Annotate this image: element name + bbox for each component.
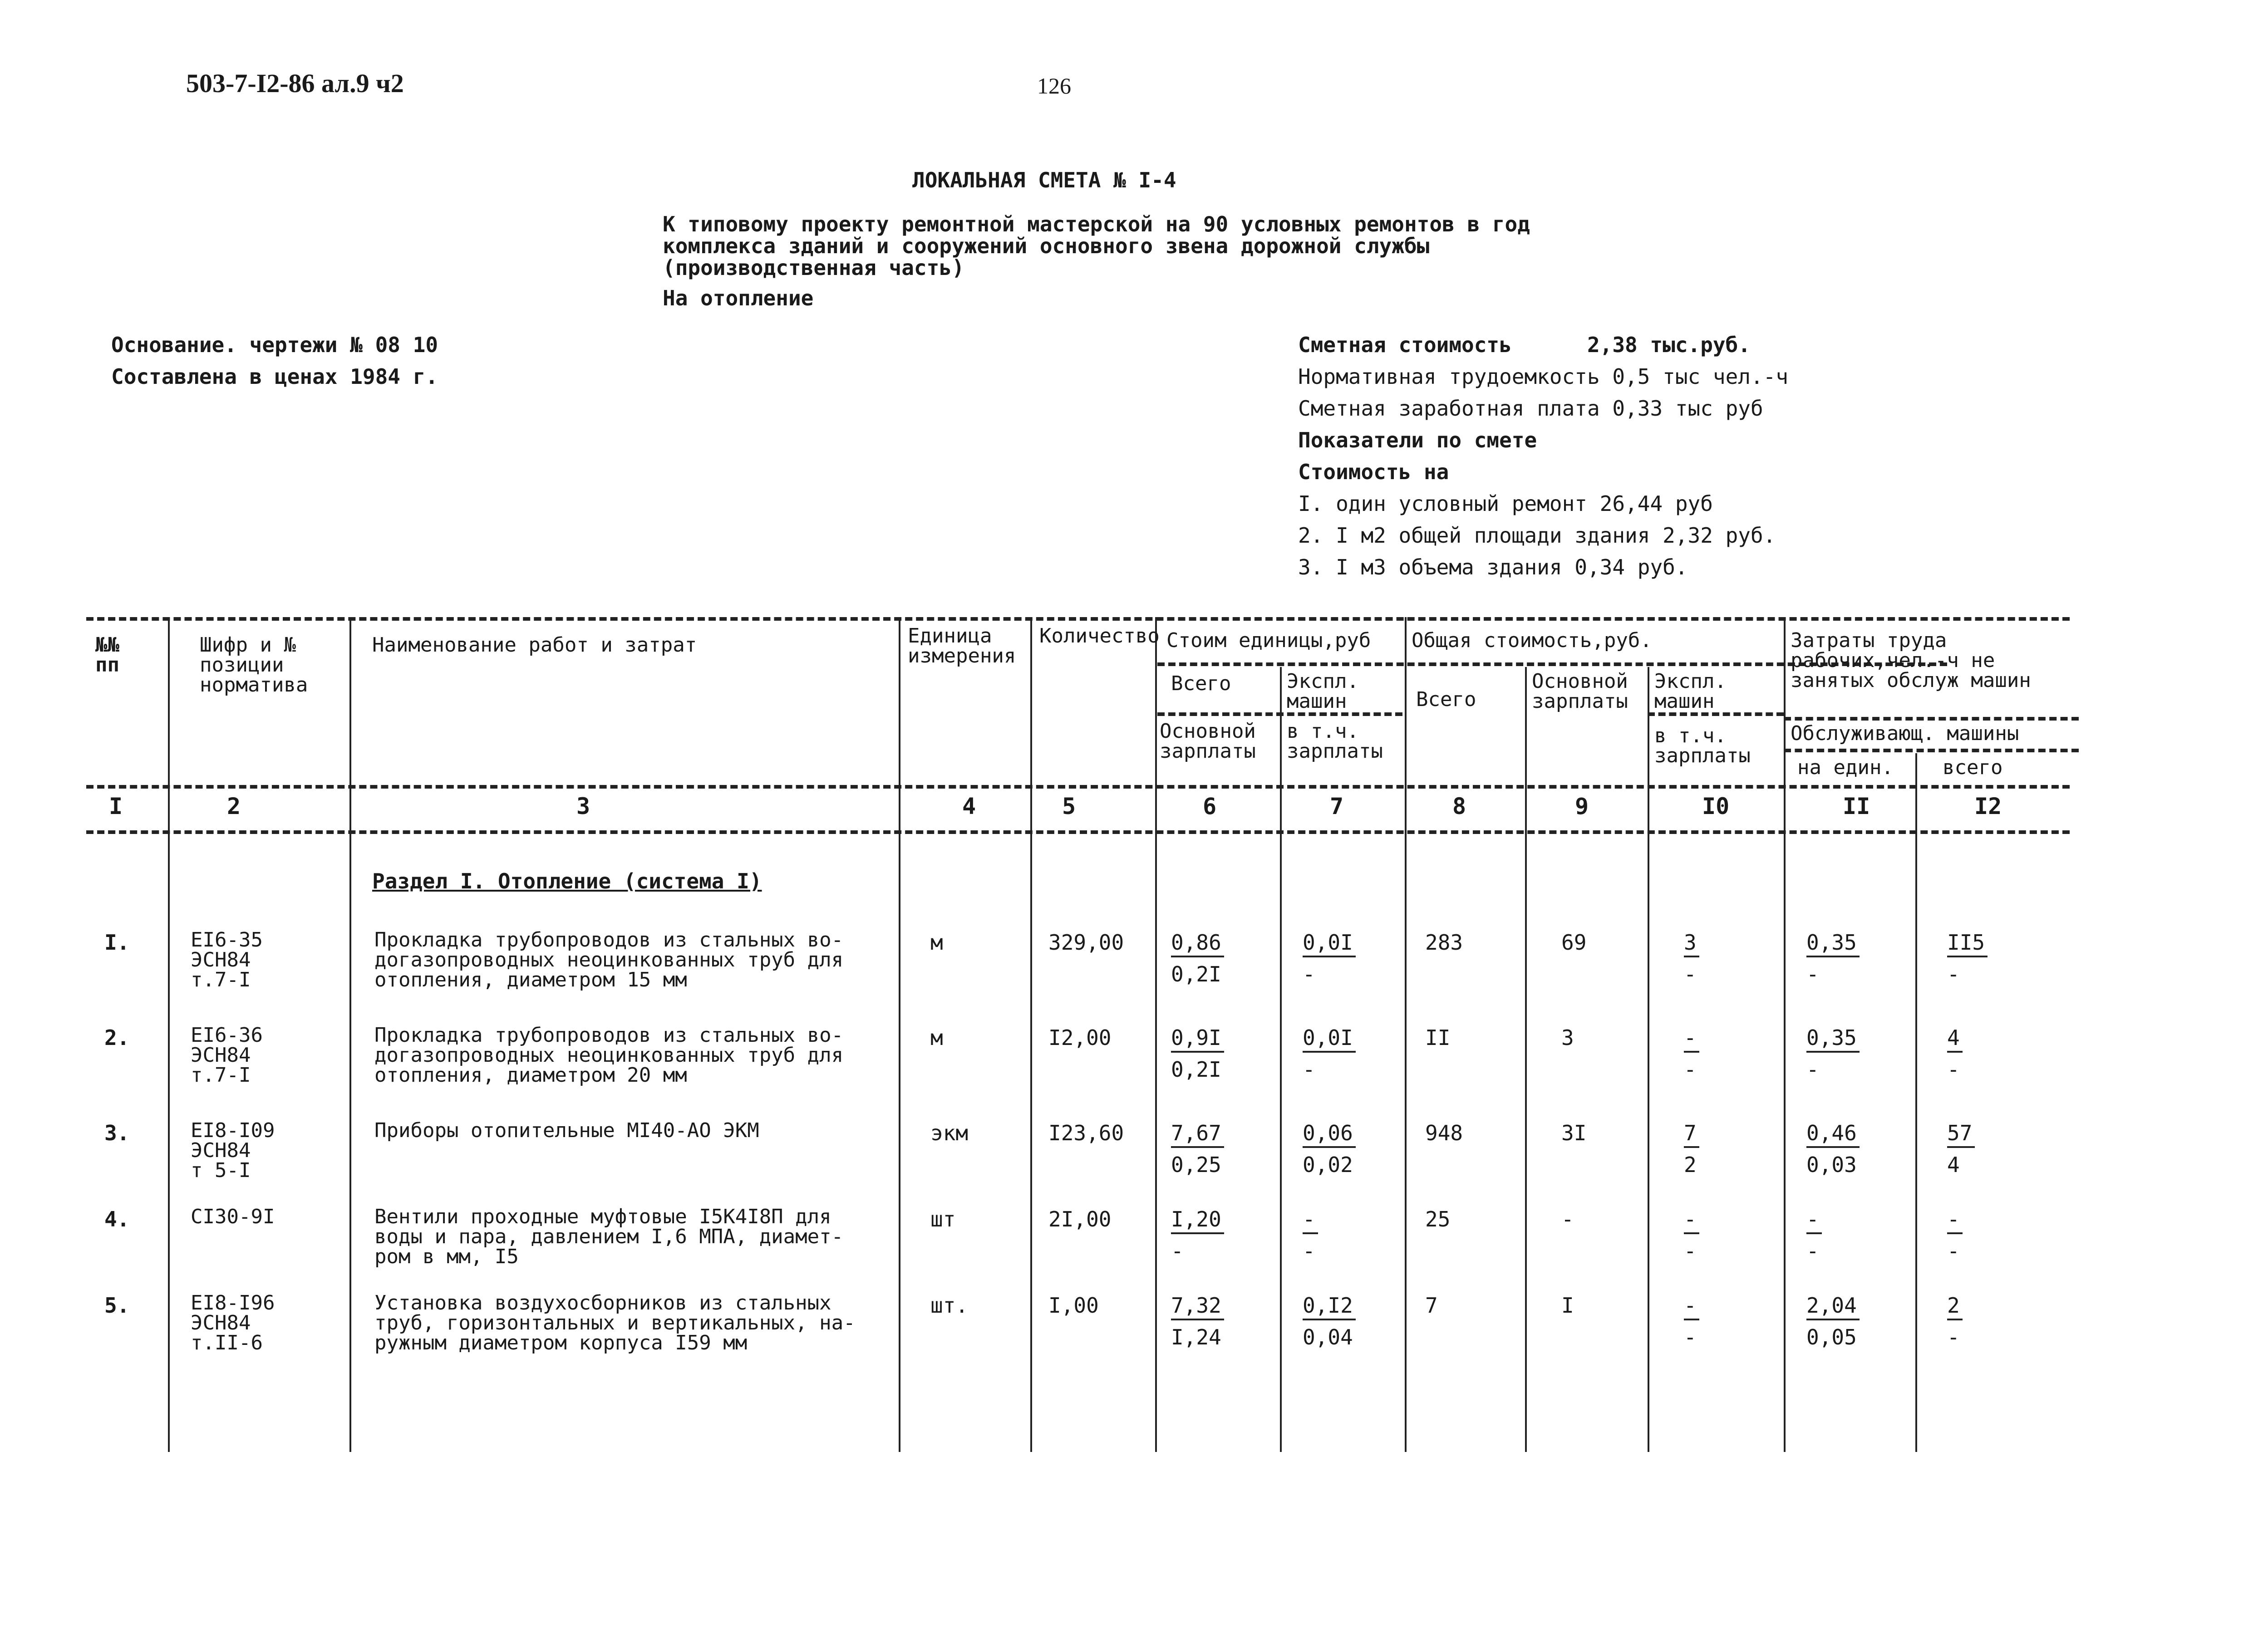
row-4-unit-machines: [1303, 1207, 1318, 1263]
row-2-total-salary: 3: [1561, 1025, 1574, 1050]
row-1-work-line: Прокладка трубопроводов из стальных во-: [374, 928, 844, 951]
row-2-total-machines-top: -: [1684, 1025, 1699, 1053]
col-sep-3: [899, 617, 900, 1452]
row-5-total-machines-top: -: [1684, 1293, 1699, 1320]
row-2-total-machines-bottom: -: [1684, 1057, 1697, 1082]
row-2-unit-machines: [1303, 1025, 1356, 1082]
row-3-qty: I23,60: [1048, 1121, 1124, 1145]
row-3-code-line: EI8-I09: [191, 1119, 275, 1142]
colnum-6: 6: [1203, 793, 1217, 819]
row-4-work-line: воды и пара, давлением I,6 МПА, диамет-: [374, 1225, 844, 1248]
col-sep-2: [349, 617, 351, 1452]
row-4-unit-cost-bottom: -: [1171, 1239, 1184, 1263]
row-4-total-salary: -: [1561, 1207, 1574, 1231]
colnum-1: I: [109, 793, 123, 819]
col-sep-5: [1155, 617, 1157, 1452]
row-2-work-line: догазопроводных неоцинкованных труб для: [374, 1044, 844, 1067]
row-3-total-machines: [1684, 1121, 1699, 1177]
row-2-num: 2.: [104, 1025, 130, 1050]
summary-per-m3: 3. I м3 объема здания 0,34 руб.: [1298, 555, 1688, 579]
row-1-code-line: ЭСН84: [191, 948, 251, 971]
summary-salary: Сметная заработная плата 0,33 тыс руб: [1298, 396, 1763, 421]
summary-block: [1298, 329, 1788, 583]
colnum-9: 9: [1575, 793, 1589, 819]
row-5-unit-cost-top: 7,32: [1171, 1293, 1224, 1320]
basis-block: [111, 329, 438, 392]
row-3-code-line: ЭСН84: [191, 1139, 251, 1162]
basis-drawings: Основание. чертежи № 08 10: [111, 333, 438, 357]
row-1-labor-unit-top: 0,35: [1806, 930, 1860, 957]
row-4-work: [374, 1207, 896, 1267]
colnum-11: II: [1843, 793, 1870, 819]
col-sep-6: [1280, 667, 1282, 1452]
header-total-machines: Экспл. машин: [1654, 670, 1727, 713]
header-unit-total: Всего: [1171, 672, 1231, 695]
row-1-total-salary: 69: [1561, 930, 1587, 955]
header-labor: Затраты труда рабочих,чел.-ч не занятых обслуж машин: [1791, 629, 2031, 692]
row-4-num: 4.: [104, 1207, 130, 1231]
summary-estimated-cost: Сметная стоимость 2,38 тыс.руб.: [1298, 333, 1751, 357]
row-5-unit: шт.: [930, 1293, 969, 1318]
basis-prices: Составлена в ценах 1984 г.: [111, 364, 438, 389]
col-sep-9: [1648, 667, 1649, 1452]
col-sep-1: [168, 617, 170, 1452]
header-rule-4: [1784, 717, 2079, 721]
row-4-labor-total-top: -: [1947, 1207, 1963, 1234]
row-1-labor-total: [1947, 930, 1988, 986]
row-4-work-line: ром в мм, I5: [374, 1245, 519, 1268]
header-labor-machines: Обслуживающ. машины: [1791, 722, 2019, 745]
row-3-unit: экм: [930, 1121, 969, 1145]
row-2-labor-total-bottom: -: [1947, 1057, 1960, 1082]
row-2-work: [374, 1025, 896, 1085]
colnum-5: 5: [1062, 793, 1076, 819]
row-5-code-line: ЭСН84: [191, 1311, 251, 1334]
row-1-total: 283: [1425, 930, 1463, 955]
header-total-salary: Основной зарплаты: [1532, 670, 1628, 713]
header-quantity: Количество: [1039, 624, 1160, 647]
row-3-total: 948: [1425, 1121, 1463, 1145]
row-3-labor-total: [1947, 1121, 1975, 1177]
row-5-labor-total: [1947, 1293, 1963, 1349]
row-4-unit-cost-top: I,20: [1171, 1207, 1224, 1234]
summary-labor: Нормативная трудоемкость 0,5 тыс чел.-ч: [1298, 364, 1789, 389]
row-1-unit: м: [930, 930, 943, 955]
colnum-12: I2: [1974, 793, 2002, 819]
row-2-qty: I2,00: [1048, 1025, 1112, 1050]
row-2-unit: м: [930, 1025, 943, 1050]
row-2-labor-total: [1947, 1025, 1963, 1082]
row-3-labor-total-bottom: 4: [1947, 1152, 1960, 1177]
row-1-labor-unit-bottom: -: [1806, 962, 1819, 986]
row-4-code: [191, 1207, 275, 1227]
row-2-unit-machines-top: 0,0I: [1303, 1025, 1356, 1053]
row-2-unit-cost-top: 0,9I: [1171, 1025, 1224, 1053]
row-3-unit-cost-bottom: 0,25: [1171, 1152, 1221, 1177]
row-3-num: 3.: [104, 1121, 130, 1145]
row-4-total: 25: [1425, 1207, 1451, 1231]
row-5-qty: I,00: [1048, 1293, 1099, 1318]
row-5-unit-cost: [1171, 1293, 1224, 1349]
row-5-total: 7: [1425, 1293, 1438, 1318]
col-sep-10: [1784, 617, 1786, 1452]
colnum-10: I0: [1702, 793, 1730, 819]
colnum-4: 4: [962, 793, 976, 819]
row-2-labor-unit: [1806, 1025, 1860, 1082]
row-1-total-machines-top: 3: [1684, 930, 1699, 957]
summary-per-repair: I. один условный ремонт 26,44 руб: [1298, 491, 1713, 516]
row-3-labor-unit: [1806, 1121, 1860, 1177]
row-4-unit: шт: [930, 1207, 956, 1231]
row-5-labor-total-bottom: -: [1947, 1325, 1960, 1349]
col-sep-7: [1405, 617, 1407, 1452]
row-4-total-machines-bottom: -: [1684, 1239, 1697, 1263]
col-sep-4: [1030, 617, 1032, 1452]
row-3-labor-total-top: 57: [1947, 1121, 1975, 1148]
header-unit-machines-salary: в т.ч. зарплаты: [1287, 720, 1383, 763]
row-1-work-line: отопления, диаметром 15 мм: [374, 968, 687, 991]
row-5-work: [374, 1293, 896, 1353]
row-1-work-line: догазопроводных неоцинкованных труб для: [374, 948, 844, 971]
subtitle-line-1: К типовому проекту ремонтной мастерской на 90 условных ремонтов в год: [663, 212, 1530, 236]
header-total-cost: Общая стоимость,руб.: [1412, 629, 1652, 652]
colnum-rule-top: [86, 785, 2070, 789]
row-3-unit-cost: [1171, 1121, 1224, 1177]
col-sep-11: [1915, 753, 1917, 1452]
row-3-unit-machines-top: 0,06: [1303, 1121, 1356, 1148]
row-3-unit-machines-bottom: 0,02: [1303, 1152, 1353, 1177]
row-4-labor-unit: [1806, 1207, 1822, 1263]
row-2-unit-cost-bottom: 0,2I: [1171, 1057, 1221, 1082]
header-num: №№ пп: [95, 633, 119, 677]
row-2-code: [191, 1025, 263, 1085]
row-5-unit-machines-top: 0,I2: [1303, 1293, 1356, 1320]
estimate-table: [86, 617, 2083, 1452]
row-2-code-line: т.7-I: [191, 1064, 251, 1087]
row-3-unit-cost-top: 7,67: [1171, 1121, 1224, 1148]
header-total-machines-salary: в т.ч. зарплаты: [1654, 724, 1751, 767]
row-2-labor-unit-bottom: -: [1806, 1057, 1819, 1082]
row-5-work-line: труб, горизонтальных и вертикальных, на-: [374, 1311, 856, 1334]
row-5-total-machines: [1684, 1293, 1699, 1349]
row-1-unit-cost-top: 0,86: [1171, 930, 1224, 957]
colnum-2: 2: [227, 793, 241, 819]
header-unit: Единица измерения: [908, 624, 1016, 667]
row-5-labor-unit-bottom: 0,05: [1806, 1325, 1857, 1349]
row-1-work: [374, 930, 896, 990]
row-1-num: I.: [104, 930, 130, 955]
row-4-code-line: CI30-9I: [191, 1205, 275, 1228]
row-2-total-machines: [1684, 1025, 1699, 1082]
row-2-code-line: ЭСН84: [191, 1044, 251, 1067]
colnum-8: 8: [1452, 793, 1466, 819]
row-3-labor-unit-top: 0,46: [1806, 1121, 1860, 1148]
row-3-work-line: Приборы отопительные МI40-АО ЭКМ: [374, 1119, 759, 1142]
row-3-code: [191, 1121, 275, 1181]
row-2-unit-cost: [1171, 1025, 1224, 1082]
header-unit-machines: Экспл. машин: [1287, 670, 1359, 713]
row-3-labor-unit-bottom: 0,03: [1806, 1152, 1857, 1177]
row-4-labor-total: [1947, 1207, 1963, 1263]
row-4-unit-machines-top: -: [1303, 1207, 1318, 1234]
row-2-total: II: [1425, 1025, 1451, 1050]
colnum-3: 3: [576, 793, 590, 819]
row-5-code-line: т.II-6: [191, 1331, 263, 1354]
row-4-labor-unit-top: -: [1806, 1207, 1822, 1234]
row-4-qty: 2I,00: [1048, 1207, 1112, 1231]
row-1-labor-total-top: II5: [1947, 930, 1988, 957]
document-code: 503-7-I2-86 ал.9 ч2: [186, 69, 404, 98]
row-4-total-machines: [1684, 1207, 1699, 1263]
row-4-work-line: Вентили проходные муфтовые I5К4I8П для: [374, 1205, 831, 1228]
row-5-unit-cost-bottom: I,24: [1171, 1325, 1221, 1349]
header-labor-total: всего: [1943, 756, 2003, 779]
header-unit-salary: Основной зарплаты: [1160, 720, 1256, 763]
header-work-name: Наименование работ и затрат: [372, 633, 697, 657]
section-title: Раздел I. Отопление (система I): [372, 869, 762, 893]
row-3-total-machines-bottom: 2: [1684, 1152, 1697, 1177]
col-sep-8: [1525, 667, 1527, 1452]
row-1-labor-unit: [1806, 930, 1860, 986]
row-5-num: 5.: [104, 1293, 130, 1318]
row-4-total-machines-top: -: [1684, 1207, 1699, 1234]
row-2-labor-total-top: 4: [1947, 1025, 1963, 1053]
row-1-qty: 329,00: [1048, 930, 1124, 955]
row-1-code-line: EI6-35: [191, 928, 263, 951]
row-5-labor-unit: [1806, 1293, 1860, 1349]
document-subtitle: [663, 213, 1616, 279]
row-5-labor-total-top: 2: [1947, 1293, 1963, 1320]
row-5-unit-machines: [1303, 1293, 1356, 1349]
subtitle-line-3: (производственная часть): [663, 255, 964, 280]
row-3-code-line: т 5-I: [191, 1159, 251, 1182]
row-2-unit-machines-bottom: -: [1303, 1057, 1315, 1082]
row-1-labor-total-bottom: -: [1947, 962, 1960, 986]
row-1-unit-machines-top: 0,0I: [1303, 930, 1356, 957]
table-top-rule: [86, 617, 2070, 621]
row-3-total-machines-top: 7: [1684, 1121, 1699, 1148]
summary-indicators: Показатели по смете: [1298, 428, 1537, 452]
row-4-labor-total-bottom: -: [1947, 1239, 1960, 1263]
row-5-code: [191, 1293, 275, 1353]
row-5-work-line: ружным диаметром корпуса I59 мм: [374, 1331, 748, 1354]
row-1-unit-machines-bottom: -: [1303, 962, 1315, 986]
row-5-work-line: Установка воздухосборников из стальных: [374, 1291, 831, 1314]
row-5-code-line: EI8-I96: [191, 1291, 275, 1314]
summary-per-m2: 2. I м2 общей площади здания 2,32 руб.: [1298, 523, 1776, 548]
header-rule-5: [1784, 749, 2079, 752]
row-1-code-line: т.7-I: [191, 968, 251, 991]
row-1-code: [191, 930, 263, 990]
subtitle-line-2: комплекса зданий и сооружений основного звена дорожной службы: [663, 234, 1430, 258]
header-unit-cost: Стоим единицы,руб: [1166, 629, 1371, 652]
header-total: Всего: [1416, 688, 1476, 711]
row-2-work-line: Прокладка трубопроводов из стальных во-: [374, 1024, 844, 1047]
row-2-code-line: EI6-36: [191, 1024, 263, 1047]
row-3-total-salary: 3I: [1561, 1121, 1587, 1145]
row-5-total-machines-bottom: -: [1684, 1325, 1697, 1349]
row-5-labor-unit-top: 2,04: [1806, 1293, 1860, 1320]
row-1-total-machines-bottom: -: [1684, 962, 1697, 986]
page-number: 126: [1037, 73, 1071, 98]
row-3-unit-machines: [1303, 1121, 1356, 1177]
header-code: Шифр и № позиции норматива: [200, 633, 308, 696]
document-title: ЛОКАЛЬНАЯ СМЕТА № I-4: [912, 168, 1176, 192]
row-1-unit-cost-bottom: 0,2I: [1171, 962, 1221, 986]
row-3-work: [374, 1121, 896, 1141]
row-4-unit-cost: [1171, 1207, 1224, 1263]
colnum-7: 7: [1330, 793, 1344, 819]
row-2-labor-unit-top: 0,35: [1806, 1025, 1860, 1053]
row-1-unit-cost: [1171, 930, 1224, 986]
header-labor-per-unit: на един.: [1797, 756, 1894, 779]
colnum-rule-bottom: [86, 830, 2070, 834]
row-4-labor-unit-bottom: -: [1806, 1239, 1819, 1263]
row-1-total-machines: [1684, 930, 1699, 986]
row-5-unit-machines-bottom: 0,04: [1303, 1325, 1353, 1349]
row-2-work-line: отопления, диаметром 20 мм: [374, 1064, 687, 1087]
summary-cost-of: Стоимость на: [1298, 460, 1449, 484]
row-4-unit-machines-bottom: -: [1303, 1239, 1315, 1263]
row-5-total-salary: I: [1561, 1293, 1574, 1318]
row-1-unit-machines: [1303, 930, 1356, 986]
estimate-subject: На отопление: [663, 286, 814, 310]
header-rule-3: [1648, 712, 1784, 716]
